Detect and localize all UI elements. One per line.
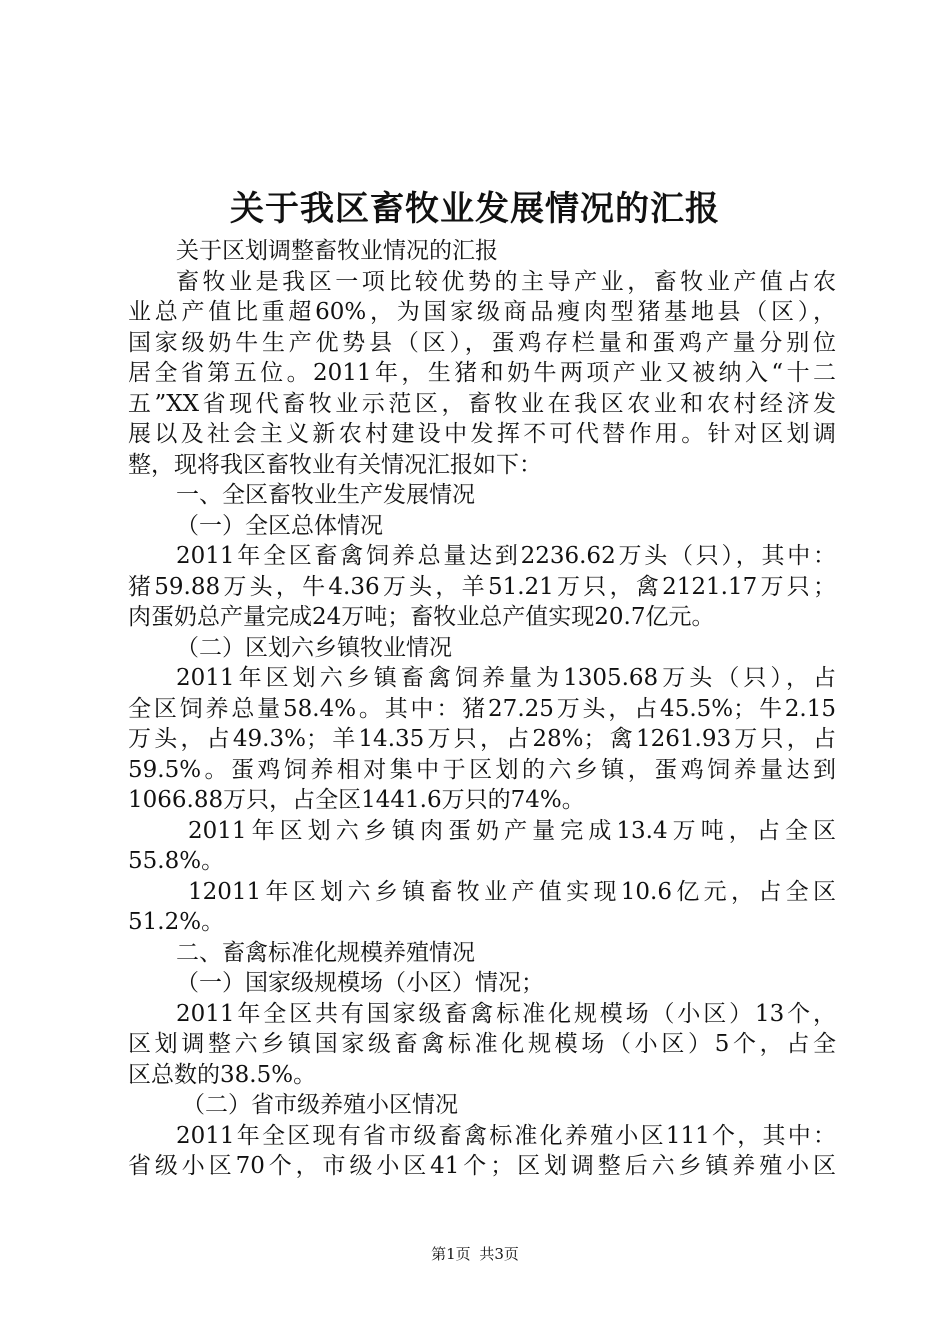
paragraph-line: 51.2%。 [128,909,225,935]
subsection-heading: （一）全区总体情况 [176,512,383,539]
paragraph-line: 2011年全区现有省市级畜禽标准化养殖小区111个，其中： [176,1122,836,1149]
page-total: 共3页 [479,1245,519,1263]
paragraph-line: 业总产值比重超60%，为国家级商品瘦肉型猪基地县（区）， [128,299,836,325]
paragraph-line: 展以及社会主义新农村建设中发挥不可代替作用。针对区划调 [128,421,836,447]
document-title: 关于我区畜牧业发展情况的汇报 [230,189,720,229]
section-heading: 一、全区畜牧业生产发展情况 [176,482,475,508]
paragraph-line: 整，现将我区畜牧业有关情况汇报如下： [128,451,542,478]
paragraph-line: 省级小区70个，市级小区41个；区划调整后六乡镇养殖小区 [128,1153,836,1179]
paragraph-line: 猪59.88万头，牛4.36万头，羊51.21万只，禽2121.17万只； [128,573,836,600]
page-footer [0,1244,950,1264]
paragraph-line: 2011年全区畜禽饲养总量达到2236.62万头（只），其中： [176,543,836,569]
paragraph-line: 12011年区划六乡镇畜牧业产值实现10.6亿元，占全区 [188,878,836,905]
paragraph-line: 2011年全区共有国家级畜禽标准化规模场（小区）13个， [176,1000,836,1027]
paragraph-line: 全区饲养总量58.4%。其中：猪27.25万头，占45.5%；牛2.15 [128,695,836,722]
subsection-heading: （一）国家级规模场（小区）情况； [176,970,544,996]
document-body [128,236,836,1182]
subsection-heading: （二）区划六乡镇牧业情况 [176,634,452,661]
page-number: 第1页 [431,1245,471,1263]
paragraph-line: 万头，占49.3%；羊14.35万只，占28%；禽1261.93万只，占 [128,726,836,752]
paragraph-line: 肉蛋奶总产量完成24万吨；畜牧业总产值实现20.7亿元。 [128,604,715,630]
paragraph-line: 区总数的38.5%。 [128,1061,317,1088]
subtitle-line: 关于区划调整畜牧业情况的汇报 [176,238,498,264]
paragraph-line: 55.8%。 [128,848,225,874]
paragraph-line: 区划调整六乡镇国家级畜禽标准化规模场（小区）5个，占全 [128,1031,836,1057]
paragraph-line: 五”XX省现代畜牧业示范区，畜牧业在我区农业和农村经济发 [128,390,836,417]
paragraph-line: 1066.88万只，占全区1441.6万只的74%。 [128,787,585,813]
paragraph-line: 畜牧业是我区一项比较优势的主导产业，畜牧业产值占农 [176,268,836,295]
section-heading: 二、畜禽标准化规模养殖情况 [176,939,475,966]
paragraph-line: 2011年区划六乡镇肉蛋奶产量完成13.4万吨，占全区 [188,817,836,844]
subsection-heading: （二）省市级养殖小区情况 [182,1092,458,1118]
paragraph-line: 国家级奶牛生产优势县（区），蛋鸡存栏量和蛋鸡产量分别位 [128,329,836,356]
paragraph-line: 2011年区划六乡镇畜禽饲养量为1305.68万头（只），占 [176,665,836,691]
paragraph-line: 居全省第五位。2011年，生猪和奶牛两项产业又被纳入“十二 [128,360,836,386]
paragraph-line: 59.5%。蛋鸡饲养相对集中于区划的六乡镇，蛋鸡饲养量达到 [128,756,836,783]
